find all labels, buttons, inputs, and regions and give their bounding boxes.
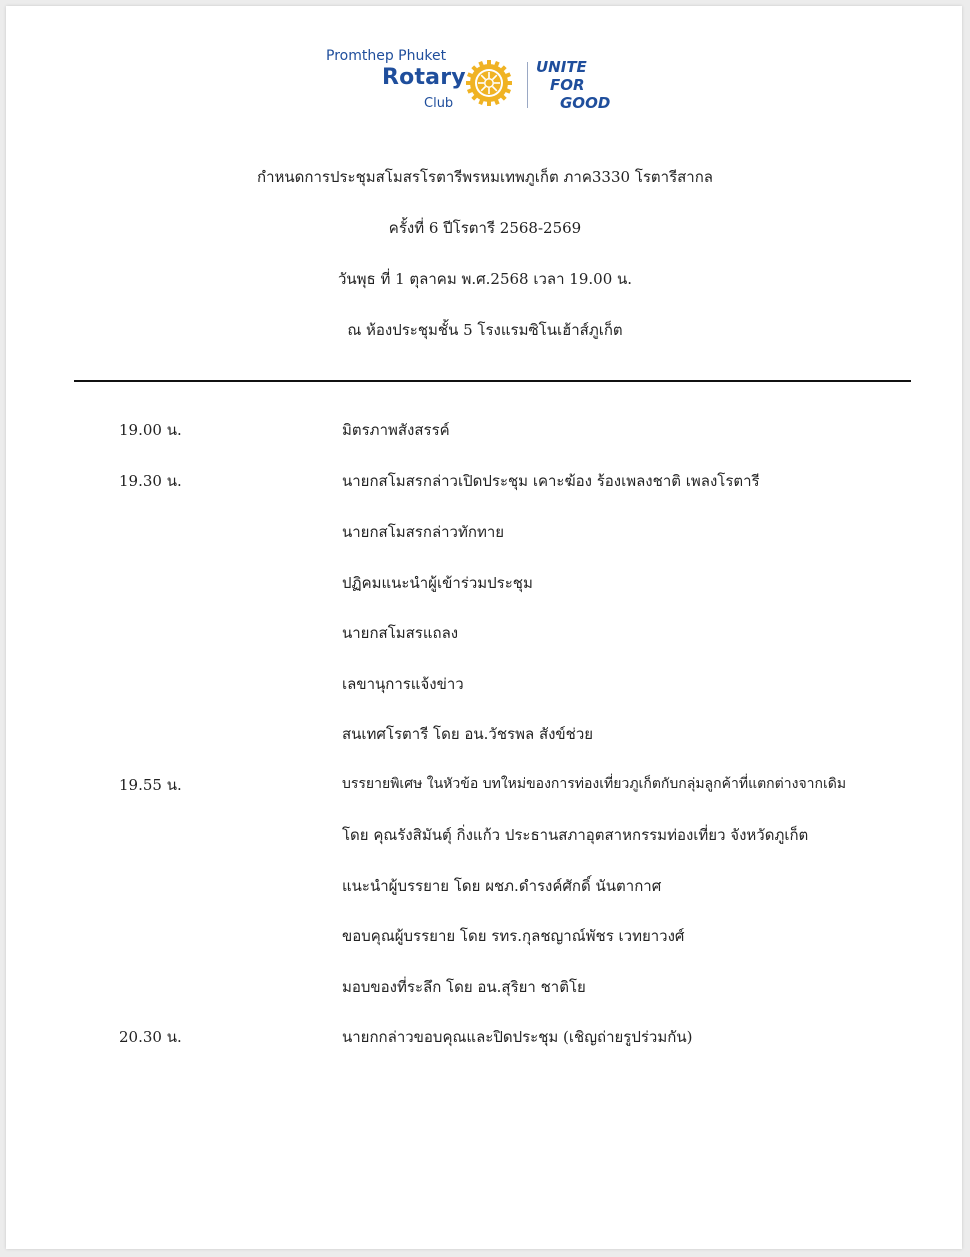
logo-rotary-text: Rotary: [382, 65, 466, 90]
schedule-item: เลขานุการแจ้งข่าว: [342, 675, 464, 693]
logo-club-name: Promthep Phuket: [326, 48, 447, 64]
schedule-item: มอบของที่ระลึก โดย อน.สุริยา ชาติโย: [342, 978, 586, 996]
schedule-item: บรรยายพิเศษ ในหัวข้อ บทใหม่ของการท่องเที่ยวภูเก็ตกับกลุ่มลูกค้าที่แตกต่างจากเดิม: [342, 776, 847, 792]
schedule-item: นายกสโมสรกล่าวทักทาย: [342, 523, 505, 541]
meeting-venue: ณ ห้องประชุมชั้น 5 โรงแรมซิโนเฮ้าส์ภูเก็ต: [347, 321, 623, 339]
schedule-item: ขอบคุณผู้บรรยาย โดย รทร.กุลชญาณ์พัชร เวทยาวงศ์: [342, 927, 685, 945]
header-divider: [74, 380, 911, 382]
schedule-time: 20.30 น.: [119, 1028, 182, 1046]
schedule-item: นายกกล่าวขอบคุณและปิดประชุม (เชิญถ่ายรูปร่วมกัน): [342, 1028, 693, 1046]
meeting-date: วันพุธ ที่ 1 ตุลาคม พ.ศ.2568 เวลา 19.00 น.: [337, 270, 633, 288]
schedule-item: สนเทศโรตารี โดย อน.วัชรพล สังข์ช่วย: [342, 725, 594, 743]
meeting-title: กำหนดการประชุมสโมสรโรตารีพรหมเทพภูเก็ต ภาค3330 โรตารีสากล: [257, 168, 713, 186]
schedule-time: 19.55 น.: [119, 776, 182, 794]
schedule-item: นายกสโมสรแถลง: [342, 624, 459, 642]
meeting-session: ครั้งที่ 6 ปีโรตารี 2568-2569: [388, 219, 582, 237]
schedule-time: 19.00 น.: [119, 421, 182, 439]
schedule-item: ปฏิคมแนะนำผู้เข้าร่วมประชุม: [342, 574, 533, 592]
rotary-wheel-icon: [465, 59, 513, 107]
schedule-item: แนะนำผู้บรรยาย โดย ผชภ.ดำรงค์ศักดิ์ นันตากาศ: [342, 877, 662, 895]
document-page: [6, 6, 962, 1249]
logo-club-text: Club: [424, 96, 454, 111]
schedule-item: โดย คุณรังสิมันต์ุ กิ่งแก้ว ประธานสภาอุตสาหกรรมท่องเที่ยว จังหวัดภูเก็ต: [342, 826, 809, 844]
schedule-time: 19.30 น.: [119, 472, 182, 490]
rotary-logo: [326, 48, 626, 120]
logo-slogan: UNITE FOR GOOD: [536, 58, 611, 112]
schedule-item: มิตรภาพสังสรรค์: [342, 421, 450, 439]
logo-divider: [527, 62, 528, 108]
schedule-item: นายกสโมสรกล่าวเปิดประชุม เคาะฆ้อง ร้องเพลงชาติ เพลงโรตารี: [342, 472, 760, 490]
